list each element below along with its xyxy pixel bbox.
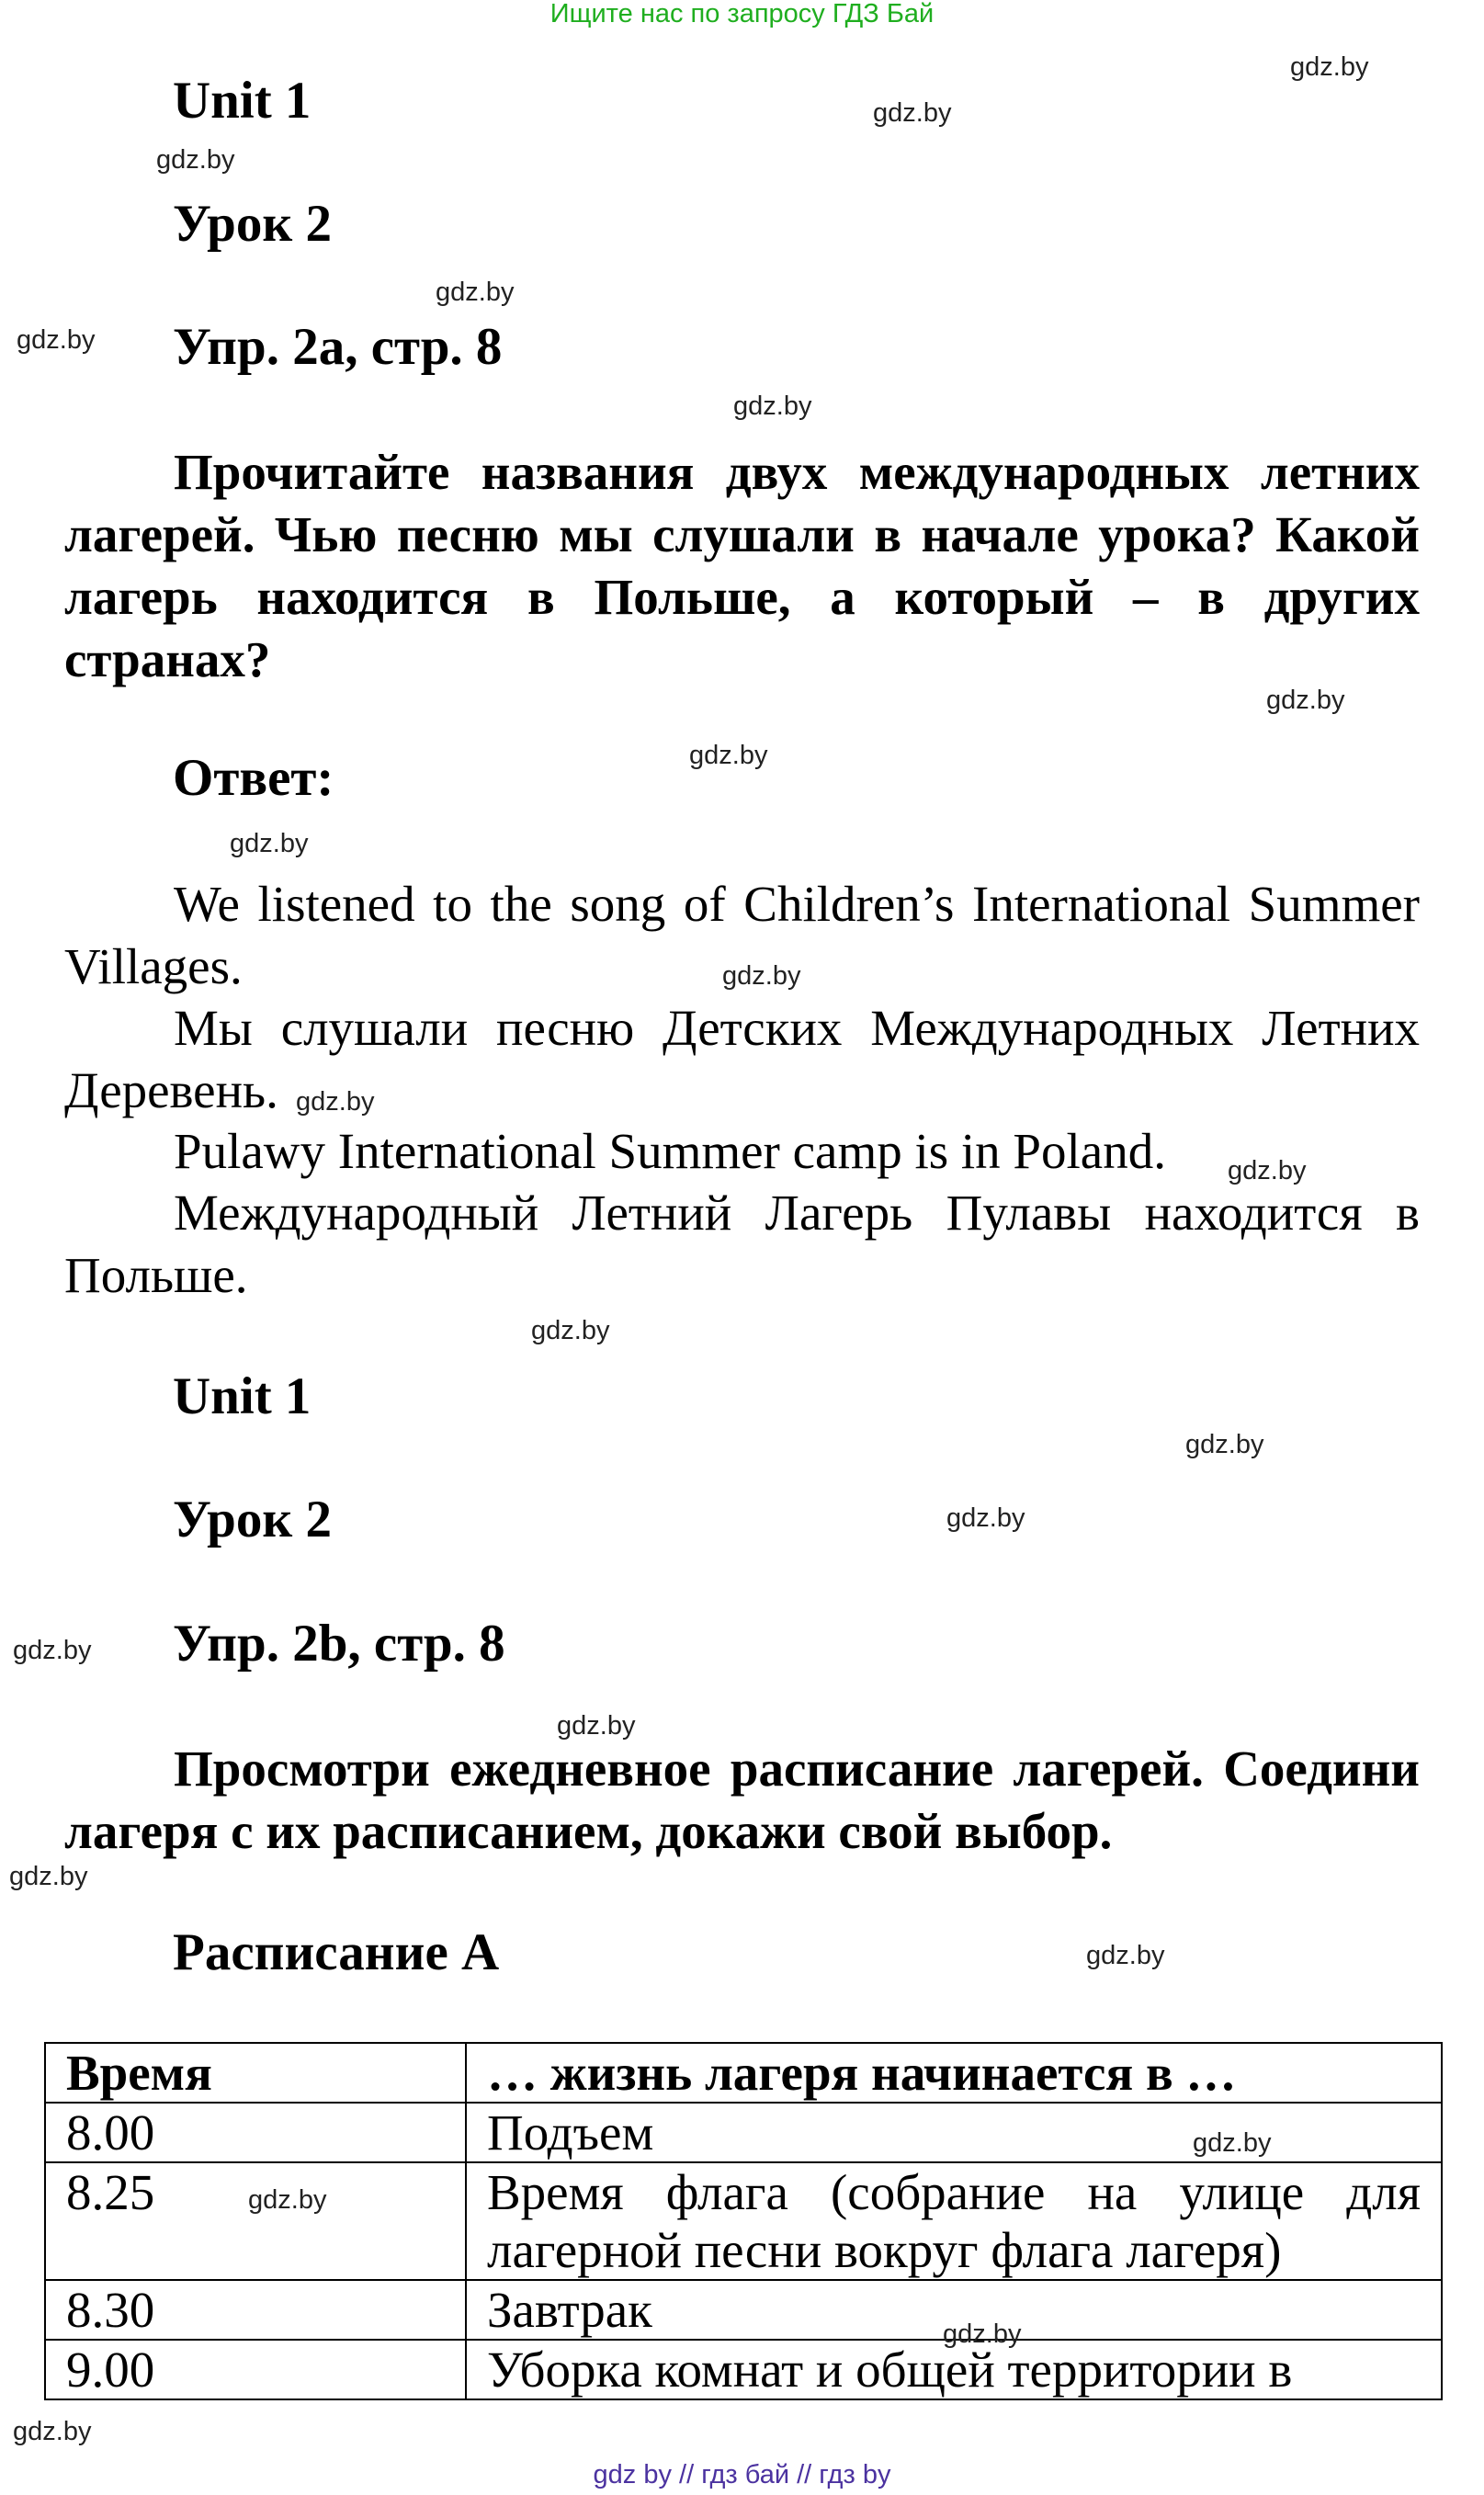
answer-line-2: Мы слушали песню Детских Международных Летних Деревень. (64, 1000, 1420, 1118)
watermark: gdz.by (722, 961, 801, 991)
table-cell-time: 8.30 (45, 2280, 466, 2340)
table-header-activity: … жизнь лагеря начинается в … (466, 2043, 1442, 2103)
table-row (45, 2340, 1442, 2399)
lesson-heading-1: Урок 2 (173, 195, 332, 253)
schedule-table (44, 2042, 1443, 2400)
answer-line-3: Pulawy International Summer camp is in Poland. (174, 1123, 1166, 1179)
watermark: gdz.by (1193, 2128, 1272, 2158)
watermark: gdz.by (557, 1711, 636, 1741)
top-banner: Ищите нас по запросу ГДЗ Бай (549, 0, 935, 28)
answer-line-1: We listened to the song of Children’s International Summer Villages. (64, 876, 1420, 994)
watermark: gdz.by (156, 145, 235, 175)
watermark: gdz.by (9, 1862, 88, 1891)
unit-heading-2: Unit 1 (173, 1367, 312, 1425)
watermark: gdz.by (17, 325, 96, 355)
watermark: gdz.by (1228, 1156, 1307, 1185)
task-text-1: Прочитайте названия двух международных летних лагерей. Чью песню мы слушали в начале урока? Какой лагерь находится в Польше, а который – в других странах? (64, 444, 1420, 687)
watermark: gdz.by (1290, 52, 1369, 82)
watermark: gdz.by (248, 2185, 327, 2215)
table-cell-activity: Время флага (собрание на улице для лагерной песни вокруг флага лагеря) (466, 2162, 1442, 2280)
watermark: gdz.by (1086, 1941, 1165, 1970)
table-cell-time: 9.00 (45, 2340, 466, 2399)
watermark: gdz.by (13, 2417, 92, 2446)
watermark: gdz.by (1185, 1430, 1264, 1459)
unit-heading-1: Unit 1 (173, 72, 312, 130)
watermark: gdz.by (943, 2319, 1022, 2349)
watermark: gdz.by (531, 1316, 610, 1345)
table-row (45, 2280, 1442, 2340)
watermark: gdz.by (436, 278, 515, 307)
table-header-time: Время (45, 2043, 466, 2103)
answer-label: Ответ: (173, 749, 334, 807)
table-row (45, 2162, 1442, 2280)
table-header-row (45, 2043, 1442, 2103)
task-text-2: Просмотри ежедневное расписание лагерей. Соедини лагеря с их расписанием, докажи свой выбор. (64, 1741, 1420, 1859)
watermark: gdz.by (13, 1636, 92, 1665)
watermark: gdz.by (1266, 686, 1345, 715)
schedule-title: Расписание А (173, 1923, 500, 1981)
table-cell-time: 8.25 (45, 2162, 466, 2280)
watermark: gdz.by (946, 1503, 1025, 1533)
table-cell-activity: Уборка комнат и общей территории в (466, 2340, 1442, 2399)
watermark: gdz.by (733, 391, 812, 421)
watermark: gdz.by (230, 829, 309, 858)
exercise-heading-2: Упр. 2b, стр. 8 (173, 1615, 505, 1673)
lesson-heading-2: Урок 2 (173, 1491, 332, 1548)
table-cell-activity: Завтрак (466, 2280, 1442, 2340)
exercise-heading-1: Упр. 2а, стр. 8 (173, 318, 503, 376)
answer-line-4: Международный Летний Лагерь Пулавы находится в Польше. (64, 1185, 1420, 1303)
table-cell-time: 8.00 (45, 2103, 466, 2162)
watermark: gdz.by (296, 1087, 375, 1117)
watermark: gdz.by (873, 98, 952, 128)
table-cell-activity: Подъем (466, 2103, 1442, 2162)
watermark: gdz.by (689, 741, 768, 770)
footer-links[interactable]: gdz by // гдз бай // гдз by (593, 2460, 891, 2489)
